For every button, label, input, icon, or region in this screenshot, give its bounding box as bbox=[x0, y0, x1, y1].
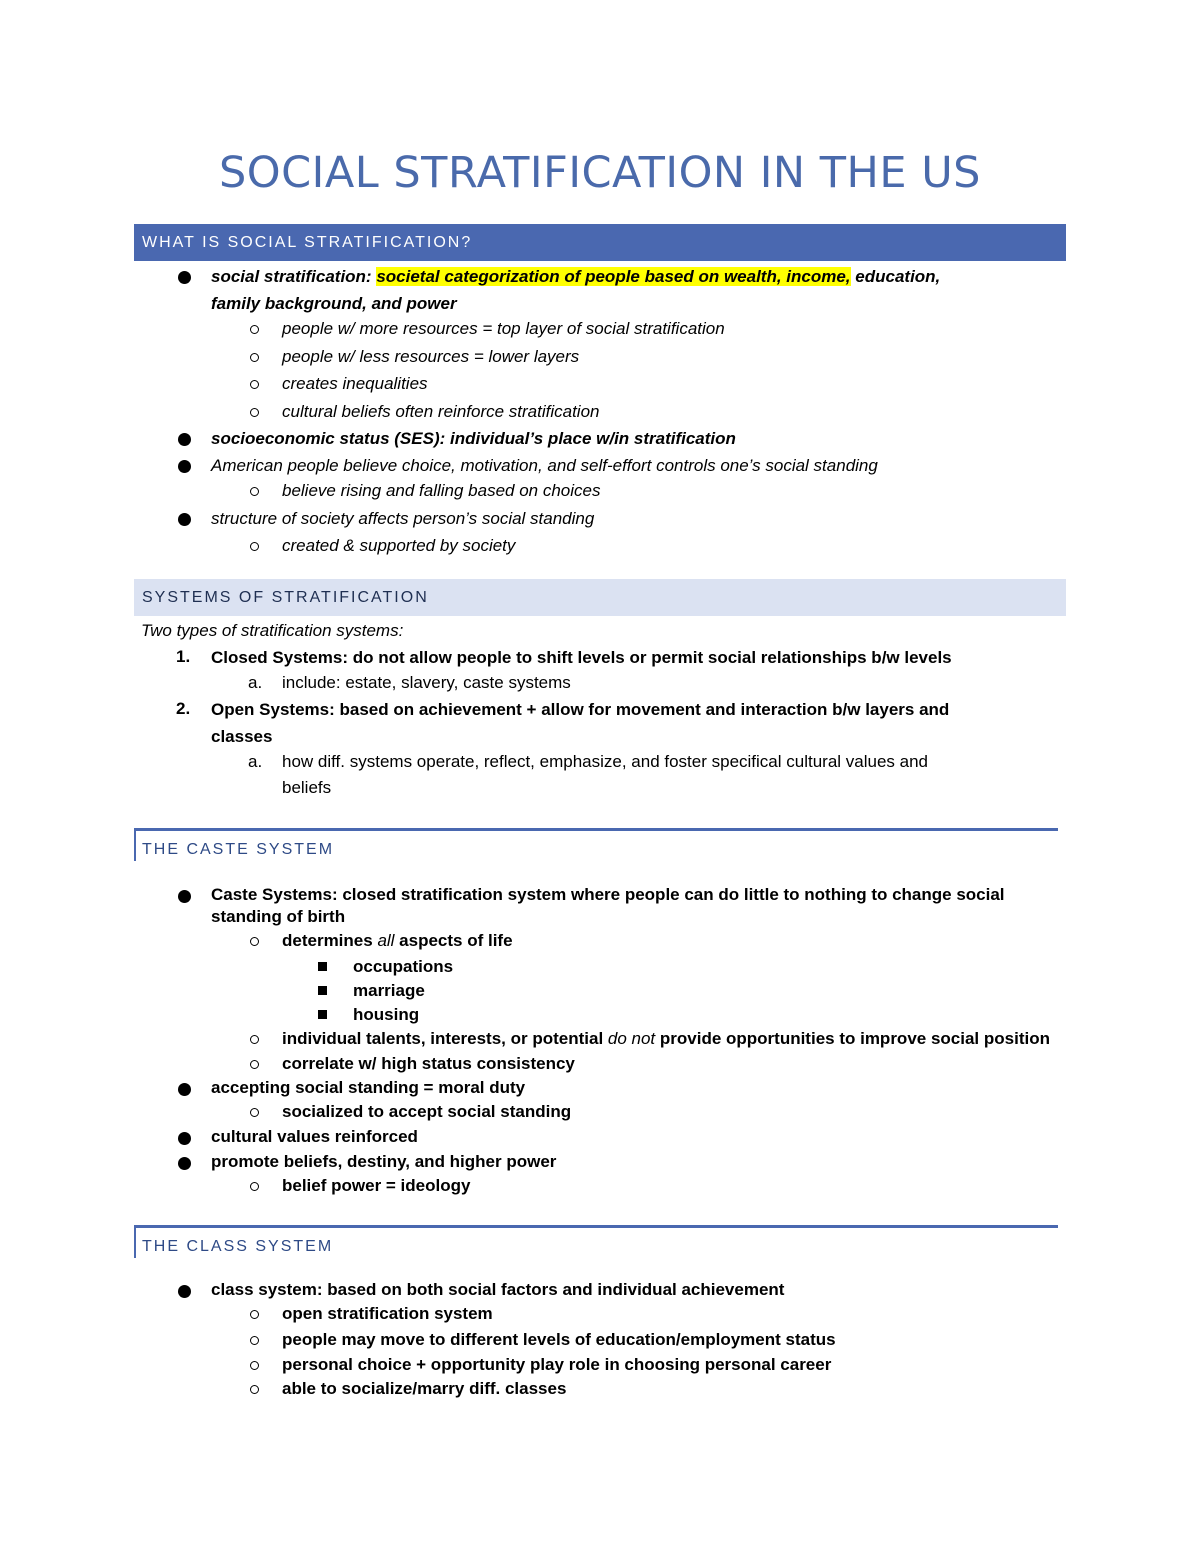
list-item: people w/ less resources = lower layers bbox=[282, 347, 580, 366]
circle-bullet-icon bbox=[250, 408, 259, 417]
list-item: cultural values reinforced bbox=[211, 1127, 418, 1146]
list-item: social stratification: societal categorization of people based on wealth, income, education, bbox=[211, 267, 941, 286]
bullet-icon bbox=[178, 1285, 191, 1298]
square-bullet-icon bbox=[318, 1010, 327, 1019]
highlighted-text: societal categorization of people based on wealth, income, bbox=[376, 267, 851, 286]
section-header-class: THE CLASS SYSTEM bbox=[134, 1228, 333, 1258]
list-item: occupations bbox=[353, 957, 454, 976]
bullet-icon bbox=[178, 433, 191, 446]
bullet-icon bbox=[178, 271, 191, 284]
list-item: created & supported by society bbox=[282, 536, 516, 555]
list-item: structure of society affects person’s social standing bbox=[211, 509, 595, 528]
intro-text: Two types of stratification systems: bbox=[141, 621, 404, 640]
circle-bullet-icon bbox=[250, 1336, 259, 1345]
list-item: class system: based on both social factors and individual achievement bbox=[211, 1280, 785, 1299]
circle-bullet-icon bbox=[250, 1108, 259, 1117]
list-item: socioeconomic status (SES): individual’s place w/in stratification bbox=[211, 429, 736, 448]
circle-bullet-icon bbox=[250, 937, 259, 946]
list-item: housing bbox=[353, 1005, 420, 1024]
list-item: Open Systems: based on achievement + allow for movement and interaction b/w layers and bbox=[211, 700, 950, 719]
list-item: able to socialize/marry diff. classes bbox=[282, 1379, 567, 1398]
list-item: include: estate, slavery, caste systems bbox=[282, 673, 571, 692]
square-bullet-icon bbox=[318, 962, 327, 971]
circle-bullet-icon bbox=[250, 1310, 259, 1319]
list-letter: a. bbox=[248, 673, 263, 692]
bullet-icon bbox=[178, 890, 191, 903]
list-item: marriage bbox=[353, 981, 425, 1000]
list-item: creates inequalities bbox=[282, 374, 428, 393]
list-item-continuation: classes bbox=[211, 727, 273, 746]
circle-bullet-icon bbox=[250, 353, 259, 362]
list-item: personal choice + opportunity play role in choosing personal career bbox=[282, 1355, 832, 1374]
list-item: how diff. systems operate, reflect, emphasize, and foster specifical cultural values and bbox=[282, 752, 929, 771]
list-item: determines all aspects of life bbox=[282, 931, 513, 950]
circle-bullet-icon bbox=[250, 1035, 259, 1044]
circle-bullet-icon bbox=[250, 1361, 259, 1370]
bullet-icon bbox=[178, 513, 191, 526]
list-item: people w/ more resources = top layer of social stratification bbox=[282, 319, 725, 338]
list-item: accepting social standing = moral duty bbox=[211, 1078, 526, 1097]
circle-bullet-icon bbox=[250, 487, 259, 496]
list-item: people may move to different levels of education/employment status bbox=[282, 1330, 836, 1349]
list-item: believe rising and falling based on choices bbox=[282, 481, 601, 500]
list-item: cultural beliefs often reinforce stratification bbox=[282, 402, 600, 421]
list-item: Caste Systems: closed stratification system where people can do little to nothing to change social bbox=[211, 885, 1005, 904]
circle-bullet-icon bbox=[250, 1182, 259, 1191]
section-header-caste: THE CASTE SYSTEM bbox=[134, 831, 334, 861]
list-item: socialized to accept social standing bbox=[282, 1102, 572, 1121]
list-item-continuation: beliefs bbox=[282, 778, 332, 797]
bullet-icon bbox=[178, 1132, 191, 1145]
bullet-icon bbox=[178, 1083, 191, 1096]
section-divider bbox=[134, 1225, 1058, 1255]
list-item: individual talents, interests, or potential do not provide opportunities to improve social position bbox=[282, 1029, 1050, 1048]
list-item: American people believe choice, motivation, and self-effort controls one’s social standing bbox=[211, 456, 878, 475]
list-number: 2. bbox=[176, 699, 191, 718]
section-header-what-is: WHAT IS SOCIAL STRATIFICATION? bbox=[134, 224, 1066, 261]
circle-bullet-icon bbox=[250, 1385, 259, 1394]
square-bullet-icon bbox=[318, 986, 327, 995]
bullet-icon bbox=[178, 460, 191, 473]
list-item-continuation: standing of birth bbox=[211, 907, 346, 926]
page-title: SOCIAL STRATIFICATION IN THE US bbox=[219, 148, 981, 198]
bullet-icon bbox=[178, 1157, 191, 1170]
list-letter: a. bbox=[248, 752, 263, 771]
section-header-systems: SYSTEMS OF STRATIFICATION bbox=[134, 579, 1066, 616]
list-item: correlate w/ high status consistency bbox=[282, 1054, 575, 1073]
section-divider bbox=[134, 828, 1058, 858]
circle-bullet-icon bbox=[250, 542, 259, 551]
list-item-continuation: family background, and power bbox=[211, 294, 457, 313]
circle-bullet-icon bbox=[250, 380, 259, 389]
circle-bullet-icon bbox=[250, 325, 259, 334]
list-item: belief power = ideology bbox=[282, 1176, 471, 1195]
circle-bullet-icon bbox=[250, 1060, 259, 1069]
list-item: Closed Systems: do not allow people to shift levels or permit social relationships b/w levels bbox=[211, 648, 952, 667]
list-item: open stratification system bbox=[282, 1304, 493, 1323]
list-number: 1. bbox=[176, 647, 191, 666]
list-item: promote beliefs, destiny, and higher power bbox=[211, 1152, 557, 1171]
